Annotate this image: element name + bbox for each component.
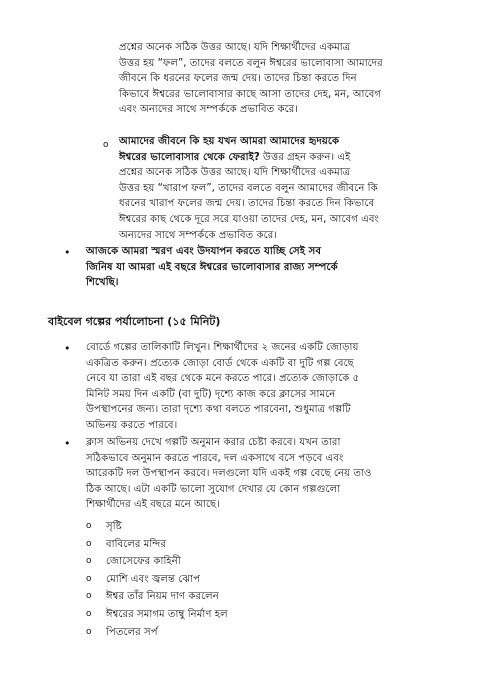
text-line: উত্তর হয় “ফল”, তাদের বলতে বলুন ঈশ্বরের ভালোবাসা আমাদের	[119, 57, 383, 69]
summary-bullet	[86, 244, 338, 291]
list-item	[86, 588, 228, 606]
text-line: একত্রিত করুন। প্রত্যেক জোড়া বোর্ড থেকে একটি বা দুটি গল্প বেছে	[86, 357, 354, 369]
text-line: শিখেছি।	[86, 277, 119, 289]
text-line: ক্লাস অভিনয় দেখে গল্পটি অনুমান করার চেষ্টা করবে। যখন তারা	[86, 437, 341, 448]
text-line: ঈশ্বরের কাছ থেকে দূরে সরে যাওয়া তাদের দেহ, মন, আবেগ এবং	[119, 213, 379, 225]
question-text: ঈশ্বরের ভালোবাসার থেকে ফেরাই?	[119, 151, 260, 163]
answer-prompt: উত্তর গ্রহন করুন। এই	[259, 151, 351, 163]
text-line: এবং অন্যদের সাথে সম্পর্ককে প্রভাবিত করে।	[119, 104, 299, 116]
bullet-icon: •	[64, 246, 71, 259]
text-line: জীবনে কি ধরনের ফলের জন্ম দেয়। তাদের চিন্তা করতে দিন	[119, 73, 357, 85]
intro-paragraph	[119, 40, 383, 118]
text-line: আরেকটি দল উপস্থাপন করবে। দলগুলো যদি একই গল্প বেছে নেয় তাও	[86, 468, 372, 480]
text-line: মিনিট সময় দিন একটি (বা দুটি) দৃশ্যে কাজ করে ক্লাসের সামনে	[86, 388, 336, 400]
list-item	[86, 624, 228, 642]
story-title: সৃষ্টি	[106, 521, 122, 532]
text-line: প্রশ্নের অনেক সঠিক উত্তর আছে। যদি শিক্ষার্থীদের একমাত্র	[119, 167, 351, 179]
circle-bullet-icon: o	[86, 608, 92, 619]
instruction-bullet	[86, 340, 359, 434]
story-title: পিতলের সর্প	[106, 626, 158, 638]
text-line: বোর্ডে গল্পের তালিকাটি লিখুন। শিক্ষার্থীদের ২ জনের একটি জোড়ায়	[86, 342, 359, 353]
circle-bullet-icon: o	[103, 140, 109, 150]
bullet-icon: •	[64, 437, 71, 450]
text-line: শিক্ষার্থীদের এই বছরে মনে আছে।	[86, 499, 220, 511]
story-title: ঈশ্বরের সমাগম তাম্বু নির্মাণ হল	[106, 608, 228, 620]
text-line: প্রশ্নের অনেক সঠিক উত্তর আছে। যদি শিক্ষার্থীদের একমাত্র	[119, 42, 351, 53]
list-item	[86, 553, 228, 571]
circle-bullet-icon: o	[86, 591, 92, 602]
text-line: জিনিষ যা আমরা এই বছরে ঈশ্বরের ভালোবাসার রাজ্য সম্পর্কে	[86, 261, 338, 273]
story-title: ঈশ্বর তাঁর নিয়ম দাণ করলেন	[106, 591, 219, 603]
bullet-icon: •	[64, 342, 71, 355]
sub-question-item	[119, 134, 379, 243]
text-line: কিভাবে ঈশ্বরের ভালোবাসার কাছে আসা তাদের দেহ, মন, আবেগ	[119, 88, 382, 100]
text-line: সঠিকভাবে অনুমান করতে পারবে, দল একসাথে বসে পড়বে এবং	[86, 452, 344, 464]
text-line: আজকে আমরা স্মরণ এবং উদযাপন করতে যাচ্ছি সেই সব	[86, 246, 322, 257]
story-title: বাবিলের মন্দির	[106, 538, 167, 550]
text-line: অভিনয় করতে পারবে।	[86, 419, 178, 431]
circle-bullet-icon: o	[86, 626, 92, 637]
text-line: ধরনের খারাপ ফলের জন্ম দেয়। তাদের চিন্তা করতে দিন কিভাবে	[119, 198, 375, 210]
circle-bullet-icon: o	[86, 556, 92, 567]
list-item	[86, 606, 228, 624]
text-line: নেবে যা তারা এই বছর থেকে মনে করতে পারে। প্রত্যেক জোড়াকে ৫	[86, 373, 360, 385]
text-line: উপস্থাপনের জন্য। তারা দৃশ্যে কথা বলতে পারবেনা, শুধুমাত্র গল্পটি	[86, 404, 351, 416]
circle-bullet-icon: o	[86, 573, 92, 584]
section-heading: বাইবেল গল্পের পর্যালোচনা (১৫ মিনিট)	[48, 315, 221, 328]
story-title: জোসেফের কাহিনী	[106, 556, 181, 568]
text-line: অন্যদের সাথে সম্পর্ককে প্রভাবিত করে।	[119, 229, 277, 241]
list-item	[86, 518, 228, 536]
list-item	[86, 536, 228, 554]
circle-bullet-icon: o	[86, 538, 92, 549]
circle-bullet-icon: o	[86, 521, 92, 531]
instruction-bullet	[86, 435, 371, 513]
list-item	[86, 571, 228, 589]
story-list	[86, 518, 228, 641]
story-title: মোশি এবং জ্বলন্ত ঝোপ	[106, 573, 200, 585]
text-line: ঠিক আছে। এটা একটি ভালো সুযোগ দেখার যে কোন গল্পগুলো	[86, 483, 341, 495]
text-line: উত্তর হয় “খারাপ ফল”, তাদের বলতে বলুন আমাদের জীবনে কি	[119, 182, 378, 194]
question-text: আমাদের জীবনে কি হয় যখন আমরা আমাদের হৃদয়কে	[119, 136, 340, 147]
